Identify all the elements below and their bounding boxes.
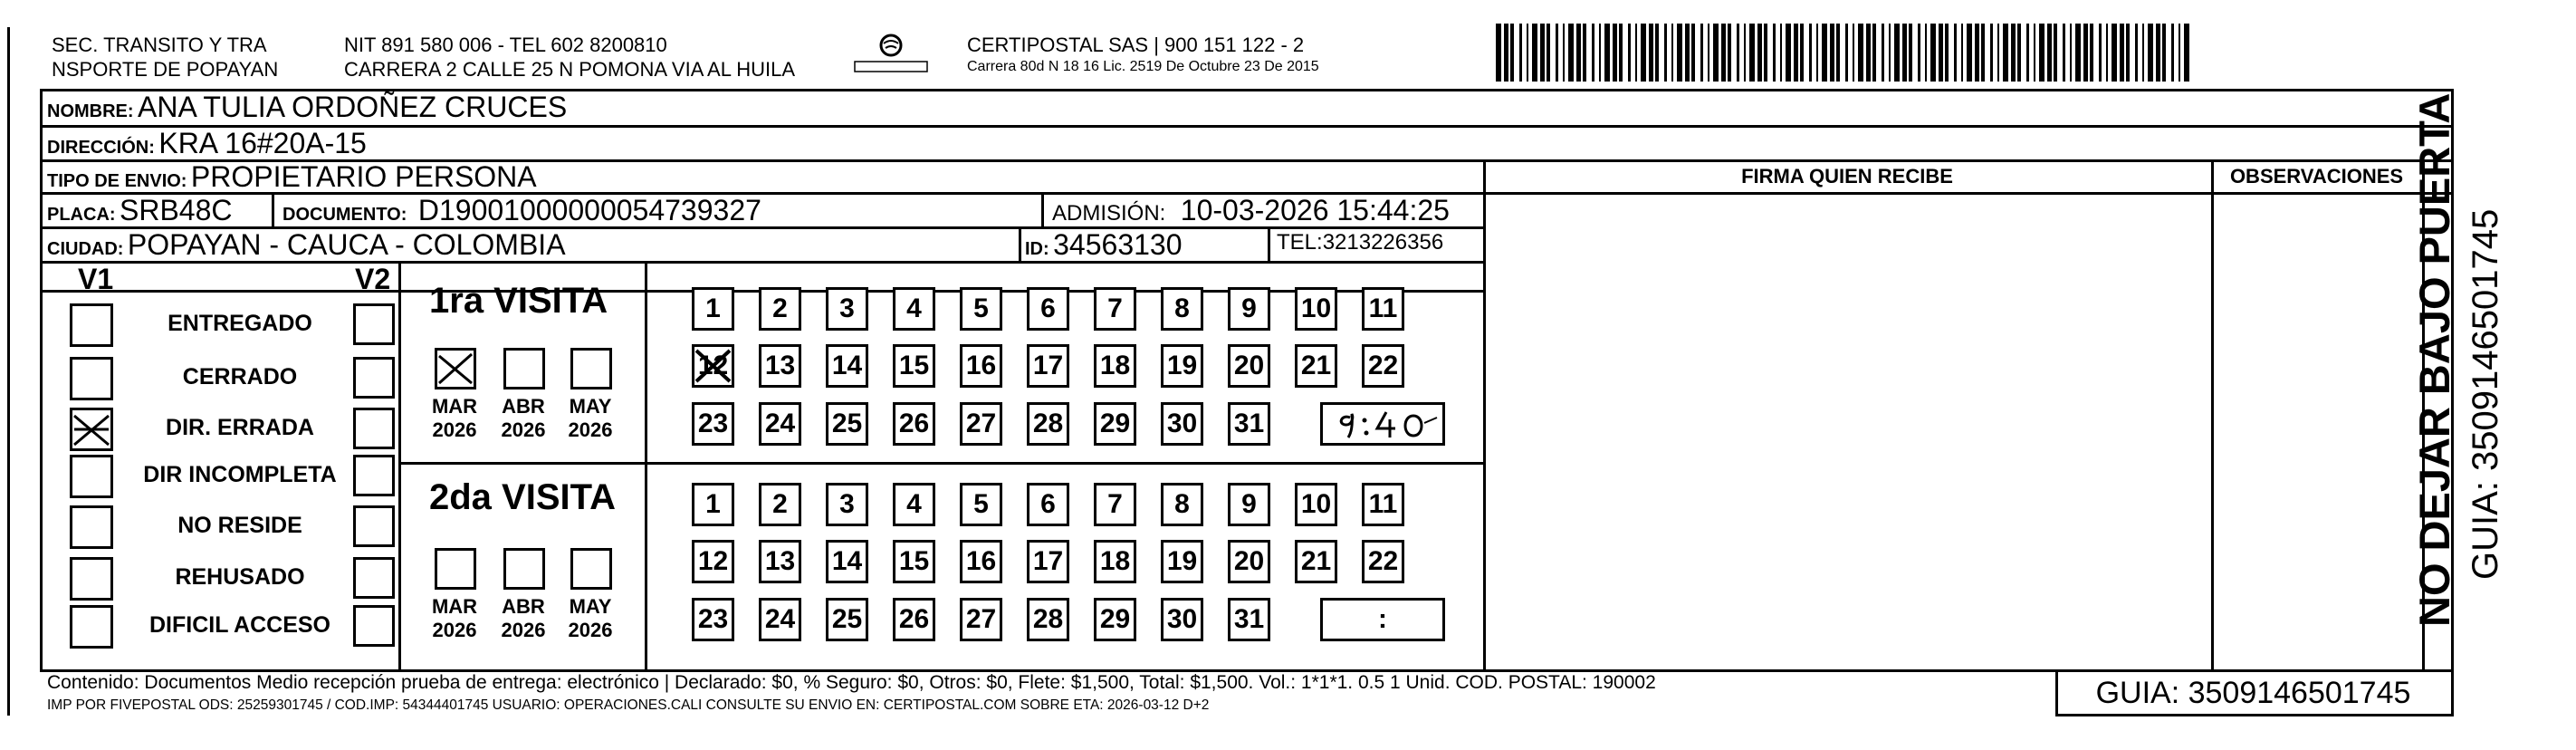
visit1-day-4[interactable]: 4 — [893, 287, 935, 331]
v2-checkbox-dificil-acceso[interactable] — [353, 605, 395, 647]
visit1-day-21[interactable]: 21 — [1295, 344, 1337, 388]
visit1-month-label-may: MAY 2026 — [568, 395, 613, 441]
visit1-day-1[interactable]: 1 — [692, 287, 734, 331]
visit1-day-10[interactable]: 10 — [1295, 287, 1337, 331]
visit1-day-29[interactable]: 29 — [1094, 402, 1136, 446]
footer-guia-box — [2055, 669, 2454, 716]
tipo-value: PROPIETARIO PERSONA — [190, 160, 537, 193]
v1-checkmark — [72, 410, 110, 448]
documento-field — [282, 194, 761, 227]
visit2-day-10[interactable]: 10 — [1295, 483, 1337, 526]
visit2-day-30[interactable]: 30 — [1161, 598, 1203, 641]
nombre-row — [47, 91, 567, 124]
admision-value: 10-03-2026 15:44:25 — [1180, 194, 1450, 226]
observaciones-header: OBSERVACIONES — [2229, 165, 2404, 188]
visit1-day-13[interactable]: 13 — [759, 344, 801, 388]
visit-left-rule — [398, 261, 401, 671]
visit1-day-3[interactable]: 3 — [826, 287, 868, 331]
status-label-dir-errada: DIR. ERRADA — [166, 415, 314, 440]
placa-field — [47, 194, 233, 227]
ciudad-value: POPAYAN - CAUCA - COLOMBIA — [127, 228, 566, 261]
visit1-day-15[interactable]: 15 — [893, 344, 935, 388]
visit1-day-20[interactable]: 20 — [1228, 344, 1270, 388]
visit1-time-handwriting — [1323, 405, 1442, 443]
courier-block — [967, 33, 1319, 77]
visit2-day-20[interactable]: 20 — [1228, 540, 1270, 583]
visit2-day-1[interactable]: 1 — [692, 483, 734, 526]
visit2-day-22[interactable]: 22 — [1362, 540, 1404, 583]
tel-value: 3213226356 — [1322, 230, 1444, 255]
footer-guia: GUIA: 3509146501745 — [2095, 676, 2411, 710]
visit1-day-30[interactable]: 30 — [1161, 402, 1203, 446]
tel-field — [1277, 230, 1443, 255]
visit1-day-16[interactable]: 16 — [960, 344, 1002, 388]
sender-line-2: NSPORTE DE POPAYAN — [52, 58, 279, 81]
direccion-label: DIRECCIÓN: — [47, 138, 155, 158]
visit1-day-6[interactable]: 6 — [1027, 287, 1069, 331]
placa-value: SRB48C — [120, 194, 233, 226]
admision-field — [1052, 194, 1450, 227]
visit2-day-9[interactable]: 9 — [1228, 483, 1270, 526]
visit1-day-26[interactable]: 26 — [893, 402, 935, 446]
visit2-day-23[interactable]: 23 — [692, 598, 734, 641]
v1-checkbox-no-reside[interactable] — [70, 505, 113, 549]
v1-checkbox-entregado[interactable] — [70, 303, 113, 347]
visit2-day-15[interactable]: 15 — [893, 540, 935, 583]
visit1-day-11[interactable]: 11 — [1362, 287, 1404, 331]
visit1-month-checkbox-mar[interactable] — [435, 348, 476, 389]
visit2-day-16[interactable]: 16 — [960, 540, 1002, 583]
visit2-month-checkbox-mar[interactable] — [435, 548, 476, 590]
visit2-day-21[interactable]: 21 — [1295, 540, 1337, 583]
visit2-month-label-may: MAY 2026 — [568, 595, 613, 641]
documento-value: D19001000000054739327 — [417, 194, 761, 226]
visit1-month-label-abr: ABR 2026 — [501, 395, 546, 441]
visit2-day-7[interactable]: 7 — [1094, 483, 1136, 526]
admision-label: ADMISIÓN: — [1052, 201, 1166, 226]
visit1-day-12[interactable]: 12 — [692, 344, 734, 388]
visit2-day-2[interactable]: 2 — [759, 483, 801, 526]
contenido-line: Contenido: Documentos Medio recepción prueba de entrega: electrónico | Declarado: $0, % Seguro: $0, Otros: $0, Flete: $1,500, Total: $1,500. Vol.: 1*1*1. 0.5 1 Unid. COD. POSTAL: 190002 — [47, 672, 1656, 693]
visit1-day-9[interactable]: 9 — [1228, 287, 1270, 331]
visit1-day-27[interactable]: 27 — [960, 402, 1002, 446]
v2-checkbox-dir-incompleta[interactable] — [353, 455, 395, 496]
visit1-month-label-mar: MAR 2026 — [431, 395, 478, 441]
day-checkmark — [694, 347, 732, 385]
nombre-value: ANA TULIA ORDOÑEZ CRUCES — [138, 91, 568, 123]
visit1-time-box[interactable] — [1320, 402, 1445, 446]
visit2-day-19[interactable]: 19 — [1161, 540, 1203, 583]
admision-separator — [1041, 192, 1044, 228]
id-label: ID: — [1025, 239, 1049, 259]
firma-header: FIRMA QUIEN RECIBE — [1741, 165, 1953, 188]
barcode — [1496, 24, 2191, 82]
v1-label: V1 — [78, 263, 114, 295]
status-label-rehusado: REHUSADO — [175, 564, 305, 590]
visit1-day-14[interactable]: 14 — [826, 344, 868, 388]
visit-divider — [398, 462, 1485, 465]
nit-line: NIT 891 580 006 - TEL 602 8200810 — [344, 34, 667, 56]
visit1-day-22[interactable]: 22 — [1362, 344, 1404, 388]
v1-checkbox-cerrado[interactable] — [70, 357, 113, 400]
status-label-entregado: ENTREGADO — [168, 311, 312, 336]
visit-mid-rule — [645, 261, 647, 671]
v1-checkbox-dir-incompleta[interactable] — [70, 455, 113, 498]
visit2-day-3[interactable]: 3 — [826, 483, 868, 526]
id-value: 34563130 — [1053, 228, 1183, 261]
nombre-label: NOMBRE: — [47, 101, 134, 121]
imp-line: IMP POR FIVEPOSTAL ODS: 25259301745 / COD.IMP: 54344401745 USUARIO: OPERACIONES.CALI CONSULTE SU ENVIO EN: CERTIPOSTAL.COM SOBRE ETA: 2026-03-12 D+2 — [47, 697, 1210, 713]
visit2-day-5[interactable]: 5 — [960, 483, 1002, 526]
visit2-day-29[interactable]: 29 — [1094, 598, 1136, 641]
visit2-day-14[interactable]: 14 — [826, 540, 868, 583]
status-label-cerrado: CERRADO — [182, 364, 298, 389]
ciudad-label: CIUDAD: — [47, 239, 124, 259]
courier-line-2: Carrera 80d N 18 16 Lic. 2519 De Octubre 23 De 2015 — [967, 59, 1319, 74]
visit2-day-13[interactable]: 13 — [759, 540, 801, 583]
side-notice: NO DEJAR BAJO PUERTA — [2410, 92, 2458, 627]
visit1-day-25[interactable]: 25 — [826, 402, 868, 446]
visit1-month-checkbox-may[interactable] — [570, 348, 612, 389]
firma-area[interactable] — [1486, 192, 2211, 669]
visit1-day-24[interactable]: 24 — [759, 402, 801, 446]
courier-line-1: CERTIPOSTAL SAS | 900 151 122 - 2 — [967, 34, 1305, 56]
status-label-dir-incompleta: DIR INCOMPLETA — [143, 462, 337, 487]
visit2-day-18[interactable]: 18 — [1094, 540, 1136, 583]
id-separator — [1019, 226, 1021, 263]
visit2-day-26[interactable]: 26 — [893, 598, 935, 641]
sender-block — [52, 33, 278, 82]
visit1-day-31[interactable]: 31 — [1228, 402, 1270, 446]
v2-checkbox-entregado[interactable] — [353, 303, 395, 345]
v1-checkbox-dificil-acceso[interactable] — [70, 605, 113, 649]
v2-checkbox-dir-errada[interactable] — [353, 408, 395, 449]
v2-checkbox-cerrado[interactable] — [353, 357, 395, 399]
address-line: CARRERA 2 CALLE 25 N POMONA VIA AL HUILA — [344, 58, 796, 81]
visit2-day-27[interactable]: 27 — [960, 598, 1002, 641]
visit1-day-18[interactable]: 18 — [1094, 344, 1136, 388]
placa-separator — [272, 192, 274, 228]
v1-checkbox-dir-errada[interactable] — [70, 408, 113, 451]
visit2-day-4[interactable]: 4 — [893, 483, 935, 526]
visit2-day-11[interactable]: 11 — [1362, 483, 1404, 526]
observaciones-area[interactable] — [2214, 192, 2422, 669]
visit1-month-checkbox-abr[interactable] — [503, 348, 545, 389]
direccion-value: KRA 16#20A-15 — [158, 127, 367, 159]
left-margin-rule — [7, 27, 10, 716]
visit2-title: 2da VISITA — [429, 477, 616, 517]
v1-checkbox-rehusado[interactable] — [70, 557, 113, 601]
visit1-title: 1ra VISITA — [429, 281, 608, 321]
tel-label: TEL: — [1277, 230, 1323, 255]
tel-separator — [1268, 226, 1270, 263]
tipo-label: TIPO DE ENVIO: — [47, 171, 187, 191]
visit1-day-23[interactable]: 23 — [692, 402, 734, 446]
v2-checkbox-rehusado[interactable] — [353, 557, 395, 599]
status-label-dificil-acceso: DIFICIL ACCESO — [148, 612, 330, 638]
visit2-day-31[interactable]: 31 — [1228, 598, 1270, 641]
documento-label: DOCUMENTO: — [282, 205, 407, 225]
visit1-day-19[interactable]: 19 — [1161, 344, 1203, 388]
v2-label: V2 — [355, 263, 391, 295]
visit1-day-7[interactable]: 7 — [1094, 287, 1136, 331]
footer-content — [47, 671, 1656, 716]
sender-line-1: SEC. TRANSITO Y TRA — [52, 34, 267, 56]
visit2-day-24[interactable]: 24 — [759, 598, 801, 641]
placa-label: PLACA: — [47, 205, 116, 225]
visit2-month-checkbox-abr[interactable] — [503, 548, 545, 590]
visit1-day-8[interactable]: 8 — [1161, 287, 1203, 331]
side-guia: GUIA: 3509146501745 — [2466, 208, 2505, 580]
visit2-month-label-abr: ABR 2026 — [501, 595, 546, 641]
tipo-row — [47, 160, 537, 194]
visit2-day-6[interactable]: 6 — [1027, 483, 1069, 526]
visit2-time-box[interactable]: : — [1320, 598, 1445, 641]
direccion-row — [47, 127, 367, 160]
row-rule-1 — [40, 125, 2454, 128]
id-field — [1025, 228, 1183, 262]
visit1-day-17[interactable]: 17 — [1027, 344, 1069, 388]
visit1-day-28[interactable]: 28 — [1027, 402, 1069, 446]
v2-checkbox-no-reside[interactable] — [353, 505, 395, 547]
visit2-day-12[interactable]: 12 — [692, 540, 734, 583]
visit1-day-2[interactable]: 2 — [759, 287, 801, 331]
status-label-no-reside: NO RESIDE — [177, 513, 302, 538]
visit2-day-28[interactable]: 28 — [1027, 598, 1069, 641]
visit1-day-5[interactable]: 5 — [960, 287, 1002, 331]
ciudad-field — [47, 228, 566, 262]
certipostal-logo — [851, 31, 931, 76]
sender-contact-block — [344, 33, 795, 82]
visit2-day-25[interactable]: 25 — [826, 598, 868, 641]
month-checkmark — [437, 351, 474, 387]
visit2-day-17[interactable]: 17 — [1027, 540, 1069, 583]
visit2-month-label-mar: MAR 2026 — [431, 595, 478, 641]
visit2-month-checkbox-may[interactable] — [570, 548, 612, 590]
visit2-day-8[interactable]: 8 — [1161, 483, 1203, 526]
